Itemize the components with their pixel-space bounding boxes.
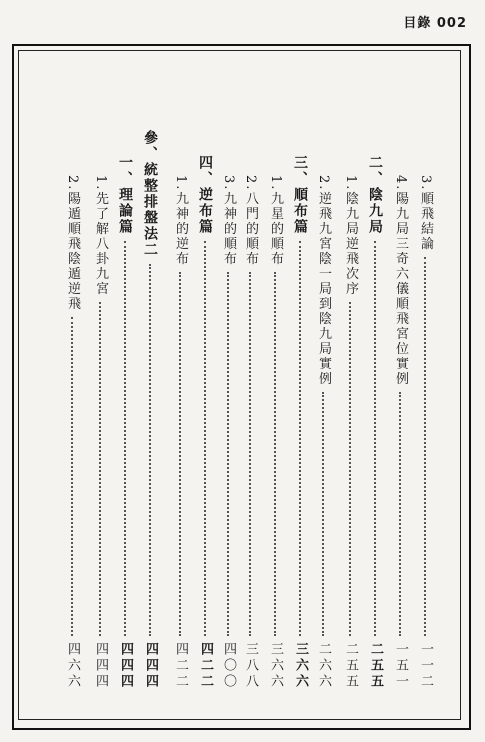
toc-leader-dots <box>227 272 229 636</box>
toc-entry-title: 1.九神的逆布 <box>173 175 188 267</box>
toc-leader-dots <box>349 302 351 636</box>
toc-entry-page: 四四四 <box>93 642 108 690</box>
toc-leader-dots <box>99 302 101 636</box>
toc-entry-title: 2.逆飛九宮陰一局到陰九局實例 <box>316 175 331 387</box>
toc-entry[interactable] <box>220 130 236 690</box>
toc-entry[interactable] <box>242 130 258 690</box>
toc-entry[interactable] <box>64 130 80 690</box>
toc-leader-dots <box>149 264 151 636</box>
toc-entry[interactable] <box>172 130 188 690</box>
toc-leader-dots <box>374 241 376 636</box>
toc-entry-page: 四〇〇 <box>221 642 236 690</box>
toc-entry-title: 4.陽九局三奇六儀順飛宮位實例 <box>393 175 408 387</box>
page-header: 目錄 002 <box>403 16 467 31</box>
toc-leader-dots <box>424 257 426 636</box>
toc-entry-title: 參、統整排盤法二 <box>142 130 158 258</box>
toc-leader-dots <box>124 241 126 636</box>
toc-entry[interactable] <box>315 130 331 690</box>
toc-entry-page: 二五五 <box>343 642 358 690</box>
toc-entry[interactable] <box>367 130 383 690</box>
toc-entry-page: 四二二 <box>173 642 188 690</box>
toc-entry-page: 四四四 <box>118 642 133 690</box>
toc-entry[interactable] <box>197 130 213 690</box>
toc-leader-dots <box>179 272 181 636</box>
toc-entry-page: 三六六 <box>268 642 283 690</box>
toc-entry-page: 三八八 <box>243 642 258 690</box>
toc-entry-title: 1.九星的順布 <box>268 175 283 267</box>
toc-entry-page: 二五五 <box>368 642 383 690</box>
toc-entry-title: 二、陰九局 <box>367 155 383 235</box>
toc-entry-page: 一一二 <box>418 642 433 690</box>
toc-entry[interactable] <box>392 130 408 690</box>
toc-entry[interactable] <box>342 130 358 690</box>
toc-entry-title: 一、理論篇 <box>117 155 133 235</box>
toc-entry[interactable] <box>417 130 433 690</box>
toc-leader-dots <box>299 241 301 636</box>
toc-entry-title: 2.八門的順布 <box>243 175 258 267</box>
toc-entry-title: 四、逆布篇 <box>197 155 213 235</box>
toc-entry[interactable] <box>292 130 308 690</box>
toc-entry-title: 3.九神的順布 <box>221 175 236 267</box>
table-of-contents <box>22 130 442 700</box>
toc-entry-title: 1.先了解八卦九宮 <box>93 175 108 297</box>
toc-leader-dots <box>249 272 251 636</box>
toc-leader-dots <box>71 317 73 636</box>
toc-entry-page: 三六六 <box>293 642 308 690</box>
toc-leader-dots <box>204 241 206 636</box>
toc-entry[interactable] <box>92 130 108 690</box>
toc-leader-dots <box>322 392 324 636</box>
toc-entry-title: 1.陰九局逆飛次序 <box>343 175 358 297</box>
toc-entry-page: 一五一 <box>393 642 408 690</box>
toc-leader-dots <box>399 392 401 636</box>
toc-entry-title: 2.陽遁順飛陰遁逆飛 <box>65 175 80 312</box>
toc-entry[interactable] <box>142 130 158 690</box>
toc-entry-title: 三、順布篇 <box>292 155 308 235</box>
toc-entry-page: 四二二 <box>198 642 213 690</box>
toc-entry[interactable] <box>117 130 133 690</box>
toc-entry-title: 3.順飛結論 <box>418 175 433 252</box>
toc-entry-page: 四六六 <box>65 642 80 690</box>
toc-entry[interactable] <box>267 130 283 690</box>
toc-entry-page: 四四四 <box>143 642 158 690</box>
toc-leader-dots <box>274 272 276 636</box>
toc-entry-page: 二六六 <box>316 642 331 690</box>
